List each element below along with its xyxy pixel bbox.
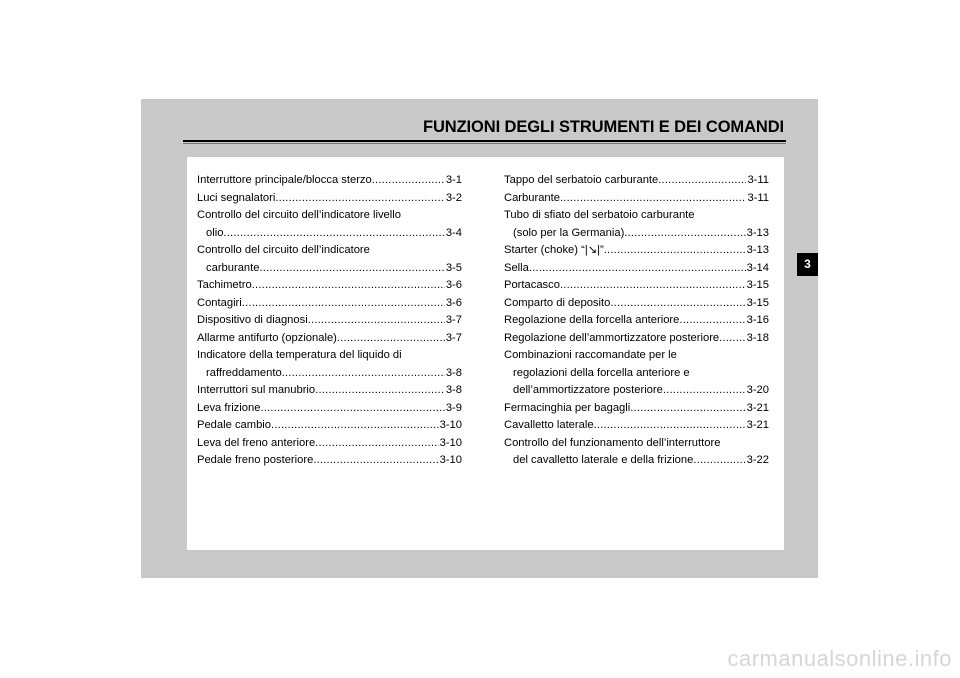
toc-page-number: 3-21 <box>746 419 769 431</box>
toc-entry-text: Regolazione della forcella anteriore <box>504 314 680 326</box>
toc-entry[interactable] <box>504 400 769 418</box>
toc-page-number: 3-14 <box>746 261 769 274</box>
toc-leader-dots <box>529 260 746 278</box>
toc-page-number: 3-13 <box>746 226 769 239</box>
toc-leader-dots <box>260 400 444 418</box>
toc-leader-dots <box>252 277 445 295</box>
toc-entry-text: Contagiri <box>197 296 242 309</box>
toc-entry-text: Starter (choke) “|↘|” <box>504 244 604 256</box>
toc-page-number: 3-10 <box>439 419 462 431</box>
toc-entry[interactable] <box>197 452 462 470</box>
toc-page-number: 3-2 <box>445 191 462 204</box>
toc-entry[interactable] <box>197 330 462 348</box>
toc-leader-dots <box>315 435 438 453</box>
toc-entry-text: olio <box>206 226 224 239</box>
toc-column-right <box>504 172 769 470</box>
toc-leader-dots <box>372 172 445 190</box>
toc-entry-text: Leva del freno anteriore <box>197 436 316 449</box>
toc-entry-text: Fermacinghia per bagagli <box>504 401 631 414</box>
toc-page-number: 3-13 <box>746 244 769 256</box>
toc-entry[interactable] <box>504 190 769 208</box>
toc-entry[interactable] <box>197 172 462 190</box>
toc-entry-text: Dispositivo di diagnosi <box>197 314 308 326</box>
toc-page-number: 3-21 <box>746 401 769 414</box>
toc-entry-text: carburante <box>206 261 260 274</box>
toc-leader-dots <box>624 225 745 243</box>
toc-column-left <box>197 172 462 470</box>
toc-entry-text: Controllo del funzionamento dell’interruttore <box>504 436 721 449</box>
toc-entry-text: raffreddamento <box>206 366 282 379</box>
toc-page-number: 3-18 <box>746 331 769 344</box>
toc-page-number: 3-7 <box>445 314 462 326</box>
page-title: FUNZIONI DEGLI STRUMENTI E DEI COMANDI <box>422 118 784 136</box>
toc-leader-dots <box>679 312 745 330</box>
toc-entry[interactable] <box>197 382 462 400</box>
toc-entry-text: Controllo del circuito dell’indicatore livello <box>197 209 401 221</box>
toc-leader-dots <box>610 295 745 313</box>
toc-entry-text: Tachimetro <box>197 279 252 291</box>
toc-page-number: 3-6 <box>445 296 462 309</box>
toc-entry[interactable] <box>197 400 462 418</box>
toc-entry[interactable] <box>504 260 769 278</box>
toc-leader-dots <box>337 330 445 348</box>
watermark: carmanualsonline.info <box>727 646 952 671</box>
toc-entry[interactable] <box>504 347 769 400</box>
toc-entry[interactable] <box>197 435 462 453</box>
toc-entry[interactable] <box>504 277 769 295</box>
toc-leader-dots <box>260 260 445 278</box>
toc-entry-text: Pedale cambio <box>197 419 272 431</box>
toc-entry-text: Tappo del serbatoio carburante <box>504 174 659 186</box>
toc-leader-dots <box>663 382 746 400</box>
toc-entry[interactable] <box>197 207 462 242</box>
toc-leader-dots <box>630 400 745 418</box>
toc-leader-dots <box>282 365 445 383</box>
toc-page-number: 3-15 <box>746 296 769 309</box>
toc-leader-dots <box>315 382 445 400</box>
toc-page-number: 3-1 <box>445 174 462 186</box>
toc-page-number: 3-8 <box>445 384 462 396</box>
title-rule <box>183 140 786 142</box>
toc-entry-text: regolazioni della forcella anteriore e <box>513 366 690 379</box>
toc-leader-dots <box>693 452 745 470</box>
toc-entry-text: Combinazioni raccomandate per le <box>504 349 677 361</box>
toc-entry[interactable] <box>504 417 769 435</box>
toc-leader-dots <box>308 312 445 330</box>
toc-page-number: 3-11 <box>747 191 769 204</box>
toc-page-number: 3-10 <box>439 454 462 466</box>
toc-page-number: 3-4 <box>445 226 462 239</box>
toc-entry-text: Leva frizione <box>197 401 261 414</box>
toc-entry-text: Allarme antifurto (opzionale) <box>197 331 337 344</box>
toc-entry-text: Controllo del circuito dell’indicatore <box>197 244 370 256</box>
toc-page-number: 3-20 <box>746 384 769 396</box>
toc-entry-text: Regolazione dell’ammortizzatore posteriore <box>504 331 720 344</box>
toc-page-number: 3-7 <box>445 331 462 344</box>
toc-entry-text: Carburante <box>504 191 560 204</box>
toc-entry[interactable] <box>504 330 769 348</box>
toc-leader-dots <box>271 417 439 435</box>
toc-leader-dots <box>313 452 438 470</box>
toc-entry[interactable] <box>504 172 769 190</box>
toc-leader-dots <box>275 190 444 208</box>
toc-leader-dots <box>242 295 445 313</box>
toc-entry[interactable] <box>197 295 462 313</box>
toc-leader-dots <box>594 417 746 435</box>
chapter-tab[interactable]: 3 <box>797 253 818 276</box>
toc-page-number: 3-10 <box>439 436 462 449</box>
toc-leader-dots <box>658 172 746 190</box>
toc-entry-text: dell’ammortizzatore posteriore <box>513 384 663 396</box>
toc-entry-text: Cavalletto laterale <box>504 419 594 431</box>
toc-leader-dots <box>560 277 746 295</box>
toc-entry[interactable] <box>504 435 769 470</box>
toc-entry[interactable] <box>504 242 769 260</box>
toc-entry[interactable] <box>197 277 462 295</box>
toc-entry[interactable] <box>197 417 462 435</box>
toc-entry[interactable] <box>197 347 462 382</box>
toc-entry-text: Indicatore della temperatura del liquido di <box>197 349 402 361</box>
toc-entry[interactable] <box>197 190 462 208</box>
toc-entry[interactable] <box>504 207 769 242</box>
toc-entry-text: Interruttori sul manubrio <box>197 384 316 396</box>
toc-page-number: 3-22 <box>746 454 769 466</box>
toc-entry-text: Tubo di sfiato del serbatoio carburante <box>504 209 695 221</box>
toc-page-number: 3-8 <box>445 366 462 379</box>
toc-leader-dots <box>223 225 444 243</box>
toc-entry-text: Sella <box>504 261 529 274</box>
title-rule-shadow <box>183 143 786 144</box>
toc-entry-text: Pedale freno posteriore <box>197 454 314 466</box>
toc-leader-dots <box>604 242 746 260</box>
toc-entry-text: (solo per la Germania) <box>513 226 625 239</box>
toc-entry-text: del cavalletto laterale e della frizione <box>513 454 694 466</box>
toc-page-number: 3-15 <box>746 279 769 291</box>
toc-entry-text: Comparto di deposito <box>504 296 611 309</box>
toc-entry[interactable] <box>197 312 462 330</box>
toc-entry-text: Luci segnalatori <box>197 191 276 204</box>
toc-entry-text: Portacasco <box>504 279 560 291</box>
toc-page-number: 3-16 <box>746 314 769 326</box>
toc-entry[interactable] <box>504 295 769 313</box>
toc-page-number: 3-11 <box>747 174 769 186</box>
toc-page-number: 3-6 <box>445 279 462 291</box>
toc-page-number: 3-9 <box>445 401 462 414</box>
toc-entry[interactable] <box>197 242 462 277</box>
toc-entry[interactable] <box>504 312 769 330</box>
toc-page-number: 3-5 <box>445 261 462 274</box>
toc-leader-dots <box>719 330 745 348</box>
toc-entry-text: Interruttore principale/blocca sterzo <box>197 174 372 186</box>
toc-leader-dots <box>560 190 746 208</box>
